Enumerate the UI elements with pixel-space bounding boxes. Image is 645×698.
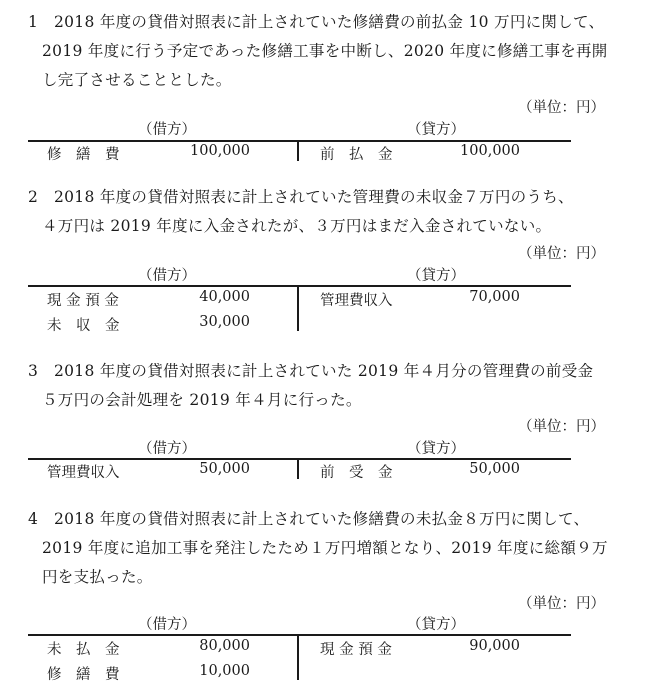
section-3-debit-account-1: 管理費収入: [47, 465, 120, 481]
section-3-debit-amount-1: 50,000: [199, 461, 250, 477]
section-4-text-line-3: 円を支払った。: [42, 568, 153, 586]
section-4-ledger-rule: [28, 634, 571, 636]
section-1-debit-header: （借方）: [138, 122, 196, 138]
section-1-credit-amount-1: 100,000: [460, 143, 520, 159]
section-2-debit-amount-2: 30,000: [199, 314, 250, 330]
section-4-debit-header: （借方）: [138, 617, 196, 633]
section-1-text-line-3: し完了させることとした。: [42, 71, 232, 89]
section-1-debit-account-1: 修 繕 費: [47, 147, 120, 163]
section-2-text-line-1: 2 2018 年度の貸借対照表に計上されていた管理費の未収金７万円のうち、: [28, 188, 574, 206]
section-2-ledger-divider: [297, 285, 299, 331]
section-4-debit-account-2: 修 繕 費: [47, 667, 120, 683]
section-2-debit-account-2: 未 収 金: [47, 318, 120, 334]
section-1-credit-account-1: 前 払 金: [320, 147, 393, 163]
section-1-credit-header: （貸方）: [407, 122, 465, 138]
section-1-text-line-2: 2019 年度に行う予定であった修繕工事を中断し、2020 年度に修繕工事を再開: [42, 42, 608, 60]
section-1-unit-label: （単位：円）: [518, 100, 605, 116]
section-3-credit-account-1: 前 受 金: [320, 465, 393, 481]
section-3-debit-header: （借方）: [138, 441, 196, 457]
section-4-debit-account-1: 未 払 金: [47, 642, 120, 658]
section-2-ledger-rule: [28, 285, 571, 287]
section-1-ledger-divider: [297, 140, 299, 161]
section-3-ledger-divider: [297, 458, 299, 479]
section-4-text-line-1: 4 2018 年度の貸借対照表に計上されていた修繕費の未払金８万円に関して、: [28, 510, 590, 528]
section-2-credit-amount-1: 70,000: [469, 289, 520, 305]
section-2-debit-header: （借方）: [138, 268, 196, 284]
section-2-credit-account-1: 管理費収入: [320, 293, 393, 309]
section-3-credit-amount-1: 50,000: [469, 461, 520, 477]
section-2-text-line-2: ４万円は 2019 年度に入金されたが、３万円はまだ入金されていない。: [42, 217, 552, 235]
section-4-text-line-2: 2019 年度に追加工事を発注したため１万円増額となり、2019 年度に総額９万: [42, 539, 608, 557]
section-3-unit-label: （単位：円）: [518, 419, 605, 435]
section-2-unit-label: （単位：円）: [518, 246, 605, 262]
section-4-debit-amount-1: 80,000: [199, 638, 250, 654]
section-3-credit-header: （貸方）: [407, 441, 465, 457]
section-2-debit-amount-1: 40,000: [199, 289, 250, 305]
section-4-credit-account-1: 現 金 預 金: [320, 642, 392, 658]
section-4-debit-amount-2: 10,000: [199, 663, 250, 679]
section-4-credit-amount-1: 90,000: [469, 638, 520, 654]
section-2-debit-account-1: 現 金 預 金: [47, 293, 119, 309]
section-3-ledger-rule: [28, 458, 571, 460]
section-3-text-line-2: ５万円の会計処理を 2019 年４月に行った。: [42, 391, 362, 409]
section-2-credit-header: （貸方）: [407, 268, 465, 284]
section-4-credit-header: （貸方）: [407, 617, 465, 633]
section-1-debit-amount-1: 100,000: [190, 143, 250, 159]
section-4-ledger-divider: [297, 634, 299, 680]
section-1-ledger-rule: [28, 140, 571, 142]
section-3-text-line-1: 3 2018 年度の貸借対照表に計上されていた 2019 年４月分の管理費の前受金: [28, 362, 594, 380]
section-4-unit-label: （単位：円）: [518, 596, 605, 612]
section-1-text-line-1: 1 2018 年度の貸借対照表に計上されていた修繕費の前払金 10 万円に関して、: [28, 13, 605, 31]
